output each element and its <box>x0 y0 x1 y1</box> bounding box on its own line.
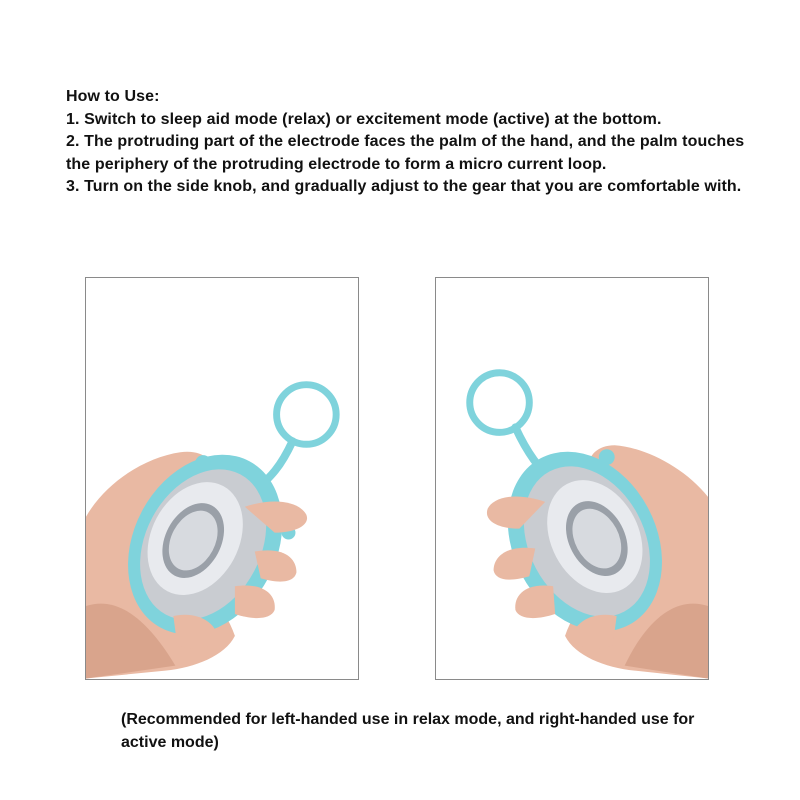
instruction-step-1: 1. Switch to sleep aid mode (relax) or excitement mode (active) at the bottom. <box>66 110 662 128</box>
hand-holding-device-right-icon <box>436 278 708 679</box>
instruction-step-3: 3. Turn on the side knob, and gradually adjust to the gear that you are comfortable with. <box>66 178 742 195</box>
photo-left-hand <box>85 277 359 680</box>
instructions-heading: How to Use: <box>66 88 160 105</box>
hand-holding-device-left-icon <box>86 278 358 679</box>
instruction-step-2: 2. The protruding part of the electrode faces the palm of the hand, and the palm touches the periphery of the protruding electrode to form a micro current loop. <box>66 133 745 173</box>
usage-recommendation-caption: (Recommended for left-handed use in relax mode, and right-handed use for active mode) <box>121 711 695 751</box>
photo-right-hand <box>435 277 709 680</box>
instructions-block <box>66 86 766 199</box>
